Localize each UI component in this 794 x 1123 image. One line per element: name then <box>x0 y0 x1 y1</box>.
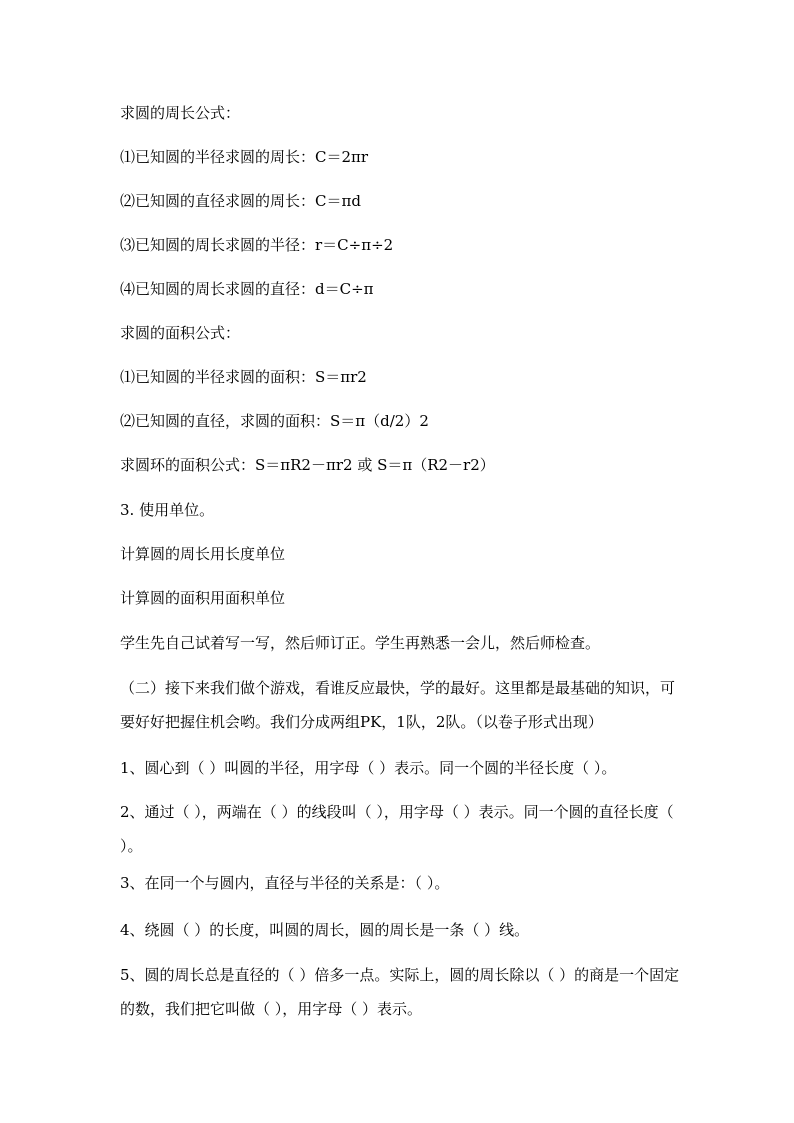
formula-line: ⑴已知圆的半径求圆的周长：C＝2πr <box>120 148 369 166</box>
question-item: 5、圆的周长总是直径的（ ）倍多一点。实际上，圆的周长除以（ ）的商是一个固定的数，我们把它叫做（ ），用字母（ ）表示。 <box>120 966 680 1018</box>
formula-line: ⑵已知圆的直径求圆的周长：C＝πd <box>120 192 361 210</box>
section-heading-units: 3. 使用单位。 <box>120 501 215 519</box>
area-formula-heading: 求圆的面积公式： <box>120 324 241 342</box>
formula-line: ⑴已知圆的半径求圆的面积：S＝πr2 <box>120 368 367 386</box>
question-item: 2、通过（ ），两端在（ ）的线段叫（ ），用字母（ ）表示。同一个圆的直径长度（ ）。 <box>120 803 674 855</box>
units-line: 计算圆的面积用面积单位 <box>120 589 286 607</box>
question-item: 1、圆心到（ ）叫圆的半径，用字母（ ）表示。同一个圆的半径长度（ ）。 <box>120 759 617 777</box>
circumference-formula-heading: 求圆的周长公式： <box>120 104 241 122</box>
question-item: 4、绕圆（ ）的长度，叫圆的周长，圆的周长是一条（ ）线。 <box>120 921 530 939</box>
units-line: 计算圆的周长用长度单位 <box>120 545 286 563</box>
formula-line: ⑵已知圆的直径，求圆的面积：S＝π（d/2）2 <box>120 412 429 430</box>
instruction-paragraph: 学生先自己试着写一写，然后师订正。学生再熟悉一会儿，然后师检查。 <box>120 634 601 652</box>
question-item: 3、在同一个与圆内，直径与半径的关系是：（ ）。 <box>120 874 450 892</box>
game-intro-paragraph: （二）接下来我们做个游戏，看谁反应最快，学的最好。这里都是最基础的知识，可要好好把握住机会哟。我们分成两组PK，1队，2队。（以卷子形式出现） <box>120 679 676 731</box>
ring-area-formula: 求圆环的面积公式：S＝πR2－πr2 或 S＝π（R2－r2） <box>120 456 495 474</box>
formula-line: ⑶已知圆的周长求圆的半径：r＝C÷π÷2 <box>120 236 394 254</box>
formula-line: ⑷已知圆的周长求圆的直径：d＝C÷π <box>120 280 374 298</box>
